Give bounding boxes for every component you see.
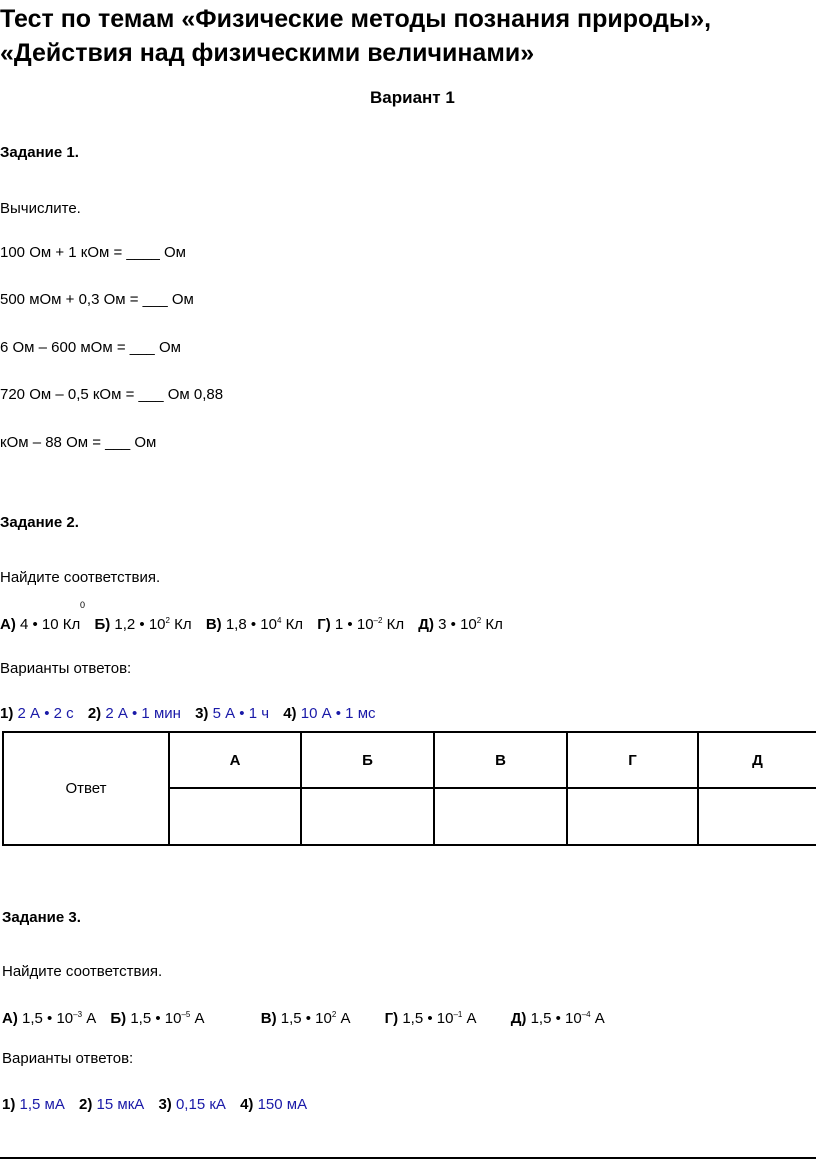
task2-option-a: А) 4 • 10 Кл: [0, 616, 81, 633]
task2-option-g: Г) 1 • $10^{-2}$ Кл: [317, 616, 405, 633]
page-title-line-1: Тест по темам «Физические методы познания природы»,: [0, 5, 712, 33]
task3-option-v: В) 1,5 • $10^2$ А: [260, 1010, 351, 1027]
task2-instruction: Найдите соответствия.: [0, 569, 161, 586]
task1-line-2: 500 мОм + 0,3 Ом = ___ Ом: [0, 291, 194, 308]
answer-table: [2, 731, 816, 846]
task2-options-row: [0, 616, 503, 633]
page-title-line-2: «Действия над физическими величинами»: [0, 39, 535, 67]
task3-heading: Задание 3.: [2, 909, 81, 926]
task2-answer-1: 1) 2 А • 2 с: [0, 705, 74, 722]
answer-table-header-g: Г: [567, 732, 698, 788]
answer-cell-a[interactable]: [169, 788, 301, 845]
task3-answer-2: 2) 15 мкА: [79, 1096, 145, 1113]
task1-instruction: Вычислите.: [0, 200, 81, 217]
task3-answers-label: Варианты ответов:: [2, 1050, 134, 1067]
task3-option-b: Б) 1,5 • $10^{-5}$ А: [110, 1010, 205, 1027]
task2-option-d: Д) 3 • $10^2$ Кл: [418, 616, 503, 633]
answer-cell-b[interactable]: [301, 788, 434, 845]
task2-option-b: Б) 1,2 • $10^2$ Кл: [94, 616, 192, 633]
answer-table-row-label: Ответ: [3, 732, 169, 845]
task3-answer-4: 4) 150 мА: [240, 1096, 308, 1113]
task3-instruction: Найдите соответствия.: [2, 963, 163, 980]
task2-answers-label: Варианты ответов:: [0, 660, 132, 677]
answer-cell-v[interactable]: [434, 788, 567, 845]
task3-option-g: Г) 1,5 • $10^{-1}$ А: [384, 1010, 477, 1027]
answer-table-header-b: Б: [301, 732, 434, 788]
answer-cell-d[interactable]: [698, 788, 816, 845]
answer-table-header-v: В: [434, 732, 567, 788]
task3-options-row: [2, 1010, 605, 1027]
task2-stray-exponent: 0: [80, 600, 86, 610]
task1-heading: Задание 1.: [0, 144, 79, 161]
answer-cell-g[interactable]: [567, 788, 698, 845]
task2-answer-4: 4) 10 А • 1 мс: [283, 705, 376, 722]
task3-option-d: Д) 1,5 • $10^{-4}$ А: [510, 1010, 605, 1027]
task2-option-v: В) 1,8 • $10^4$ Кл: [205, 616, 304, 633]
variant-label: Вариант 1: [370, 88, 455, 107]
task3-answer-1: 1) 1,5 мА: [2, 1096, 65, 1113]
task1-line-4: 720 Ом – 0,5 кОм = ___ Ом 0,88: [0, 386, 224, 403]
task2-answer-3: 3) 5 А • 1 ч: [195, 705, 270, 722]
task3-answers-row: [2, 1096, 307, 1113]
task2-answer-2: 2) 2 А • 1 мин: [87, 705, 181, 722]
task3-option-a: А) 1,5 • $10^{-3}$ А: [2, 1010, 97, 1027]
task1-line-5: кОм – 88 Ом = ___ Ом: [0, 434, 157, 451]
answer-table-header-d: Д: [698, 732, 816, 788]
task2-heading: Задание 2.: [0, 514, 79, 531]
bottom-divider: [0, 1157, 816, 1159]
task2-answers-row: [0, 705, 376, 722]
task3-answer-3: 3) 0,15 кА: [158, 1096, 226, 1113]
task1-line-1: 100 Ом + 1 кОм = ____ Ом: [0, 244, 186, 261]
task1-line-3: 6 Ом – 600 мОм = ___ Ом: [0, 339, 181, 356]
answer-table-header-a: А: [169, 732, 301, 788]
